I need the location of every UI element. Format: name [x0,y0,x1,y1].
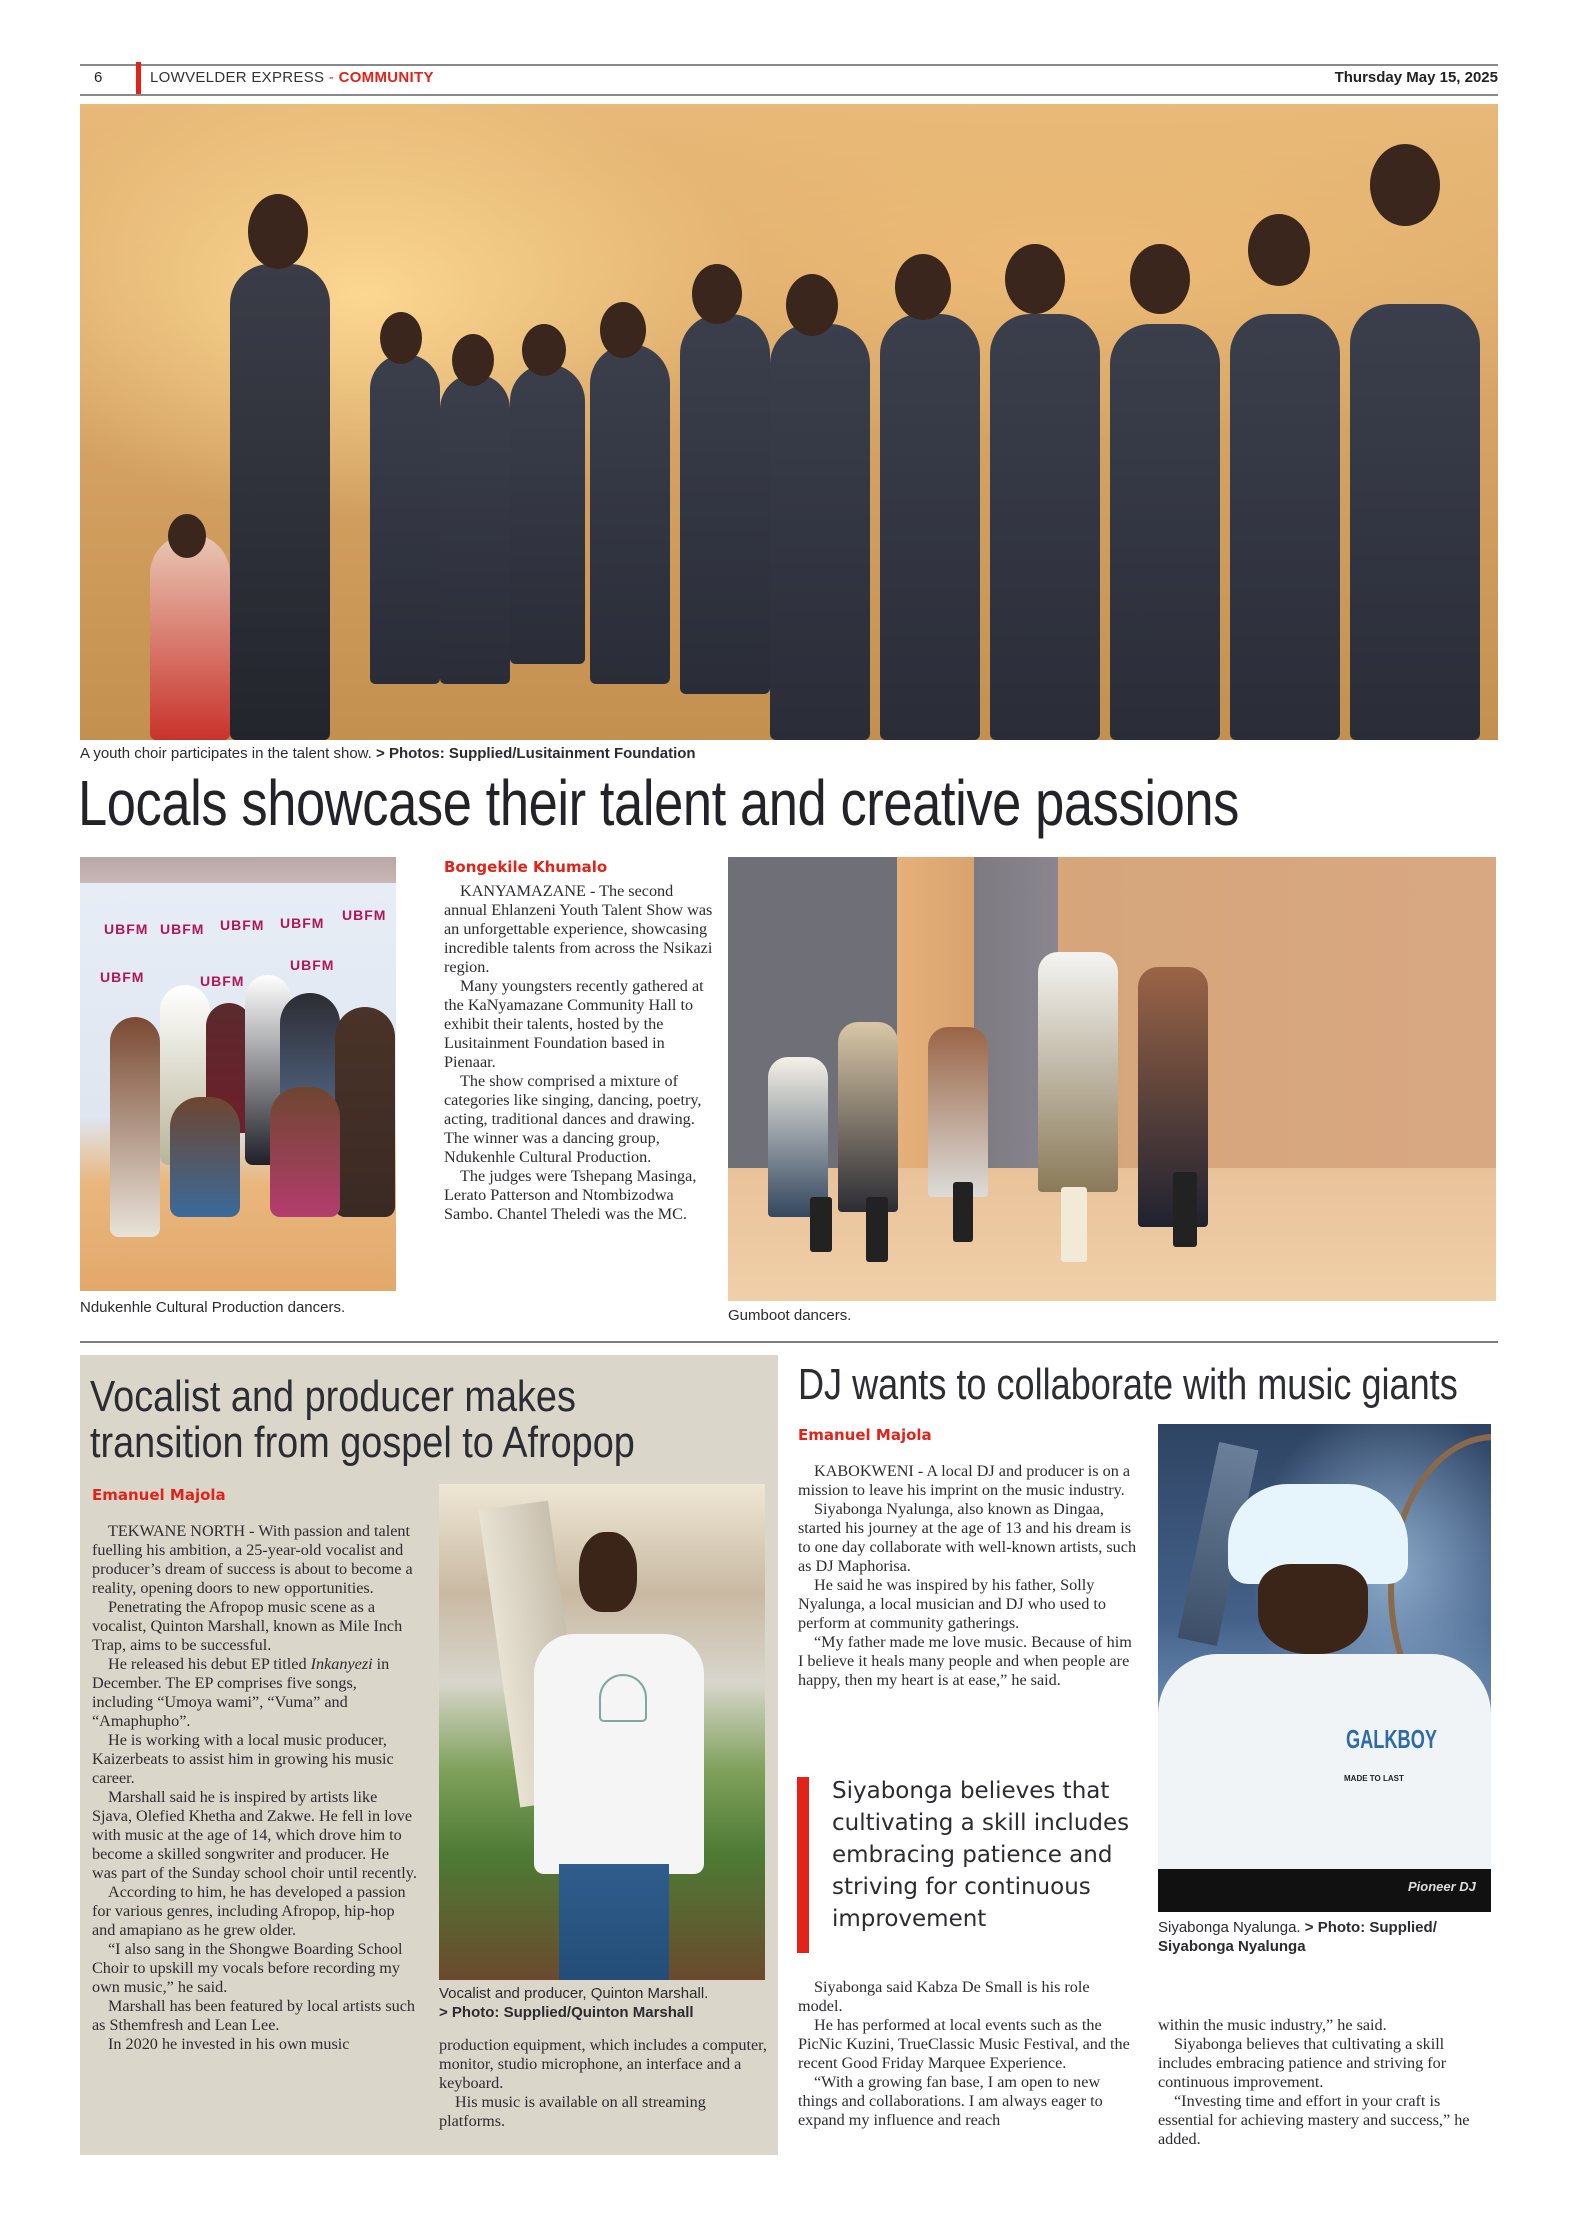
pull-quote-text: Siyabonga believes that cultivating a skill includes embracing patience and striving for continuous improvement [832,1778,1130,1932]
banner-logo: UBFM [160,921,205,937]
dj-paragraph: “Investing time and effort in your craft is essential for achieving mastery and success,” he added. [1158,2092,1470,2148]
gumboot-dancers-photo [728,857,1496,1301]
ndukenhle-dancers-photo [80,857,396,1291]
section-divider [80,1341,1498,1343]
marshall-photo-caption [439,1984,769,2022]
deck-brand: Pioneer DJ [1408,1879,1476,1894]
ep-text-after: in December. The EP comprises five songs, including “Umoya wami”, “Vuma” and “Amaphupho”. [92,1655,390,1730]
pull-quote-bar [797,1777,809,1953]
vocalist-story-col1 [92,1522,417,2054]
vocalist-story-col2 [439,2036,769,2131]
page-headline: Locals showcase their talent and creative passions [78,767,1239,839]
photo-credit: > Photos: Supplied/Lusitainment Foundation [376,745,696,762]
vocalist-headline [90,1374,635,1466]
banner-logo: UBFM [290,957,335,973]
dj-story-col1 [798,1462,1138,1690]
vocalist-paragraph: Penetrating the Afropop music scene as a vocalist, Quinton Marshall, known as Mile Inch Trap, aims to be successful. [92,1598,403,1654]
banner-logo: UBFM [342,907,387,923]
dj-photo-caption [1158,1918,1491,1956]
vocalist-paragraph: TEKWANE NORTH - With passion and talent fuelling his ambition, a 25-year-old vocalist and producer’s dream of success is about to become a reality, opening doors to new opportunities. [92,1522,413,1597]
dj-paragraph: Siyabonga said Kabza De Small is his role model. [798,1978,1090,2015]
photo-credit: > Photo: Supplied/Quinton Marshall [439,2004,694,2021]
banner-logo: UBFM [200,973,245,989]
separator: - [324,69,339,86]
dj-paragraph: He said he was inspired by his father, Solly Nyalunga, a local musician and DJ who used to perform at community gatherings. [798,1576,1106,1632]
vocalist-paragraph-ep [92,1655,417,1731]
photo-credit: > Photo: Supplied/ Siyabonga Nyalunga [1158,1919,1437,1955]
ep-title: Inkanyezi [310,1655,373,1673]
shirt-tagline: MADE TO LAST [1344,1774,1404,1783]
caption-text: Siyabonga Nyalunga. [1158,1919,1305,1936]
dj-headline: DJ wants to collaborate with music giants [798,1360,1458,1409]
vocalist-paragraph: In 2020 he invested in his own music [108,2035,350,2053]
vocalist-headline-line2: transition from gospel to Afropop [90,1418,635,1467]
vocalist-continuation: production equipment, which includes a computer, monitor, studio microphone, an interface and a keyboard. [439,2036,767,2092]
quinton-marshall-photo [439,1484,765,1980]
ndukenhle-photo-caption: Ndukenhle Cultural Production dancers. [80,1299,346,1316]
caption-text: A youth choir participates in the talent show. [80,745,377,762]
masthead [80,64,1498,94]
dj-story-col1-cont [798,1978,1138,2130]
siyabonga-nyalunga-photo [1158,1424,1491,1912]
lead-paragraph: Many youngsters recently gathered at the KaNyamazane Community Hall to exhibit their talents, hosted by the Lusitainment Foundation based in Pienaar. [444,977,704,1071]
dj-continuation: within the music industry,” he said. [1158,2016,1387,2034]
page-number: 6 [94,69,103,86]
vocalist-paragraph: Marshall said he is inspired by artists like Sjava, Olefied Khetha and Zakwe. He fell in love with music at the age of 14, which drove him to become a skilled songwriter and producer. He was part of the Sunday school choir until recently. [92,1788,417,1882]
vocalist-paragraph: Marshall has been featured by local artists such as Sthemfresh and Lean Lee. [92,1997,416,2034]
vocalist-paragraph: His music is available on all streaming platforms. [439,2093,706,2130]
paper-title: LOWVELDER EXPRESS [150,69,325,86]
dj-paragraph: “My father made me love music. Because of him I believe it heals many people and when people are happy, then my heart is at ease,” he said. [798,1633,1132,1689]
choir-photo [80,104,1498,740]
vocalist-paragraph: According to him, he has developed a passion for various genres, including Afropop, hip-hop and amapiano as he grew older. [92,1883,406,1939]
ep-text-before: He released his debut EP titled [108,1655,311,1673]
lead-story-body [444,882,714,1224]
dj-byline: Emanuel Majola [798,1426,932,1444]
vocalist-headline-line1: Vocalist and producer makes [90,1372,576,1421]
dj-paragraph: He has performed at local events such as the PicNic Kuzini, TrueClassic Music Festival, and the recent Good Friday Marquee Experience. [798,2016,1130,2072]
dj-story-col2 [1158,2016,1498,2149]
paper-name [150,69,434,86]
vocalist-paragraph: “I also sang in the Shongwe Boarding School Choir to upskill my vocals before recording my own music,” he said. [92,1940,403,1996]
choir-photo-caption [80,744,696,763]
lead-paragraph: The show comprised a mixture of categories like singing, dancing, poetry, acting, traditional dances and drawing. The winner was a dancing group, Ndukenhle Cultural Production. [444,1072,702,1166]
banner-logo: UBFM [220,917,265,933]
vocalist-paragraph: He is working with a local music producer, Kaizerbeats to assist him in growing his music career. [92,1731,394,1787]
dj-paragraph: Siyabonga believes that cultivating a skill includes embracing patience and striving for continuous improvement. [1158,2035,1447,2091]
banner-logo: UBFM [100,969,145,985]
banner-logo: UBFM [280,915,325,931]
masthead-bottom-rule [80,94,1498,96]
dj-paragraph: “With a growing fan base, I am open to new things and collaborations. I am always eager to expand my influence and reach [798,2073,1103,2129]
gumboot-photo-caption: Gumboot dancers. [728,1307,852,1324]
section-label: COMMUNITY [338,69,434,86]
dj-paragraph: KABOKWENI - A local DJ and producer is on a mission to leave his imprint on the music industry. [798,1462,1131,1499]
red-tab-marker [136,62,141,96]
lead-byline: Bongekile Khumalo [444,858,608,876]
caption-text: Vocalist and producer, Quinton Marshall. [439,1985,709,2002]
lead-paragraph: KANYAMAZANE - The second annual Ehlanzeni Youth Talent Show was an unforgettable experience, showcasing incredible talents from across the Nsikazi region. [444,882,713,976]
issue-date: Thursday May 15, 2025 [1334,69,1498,86]
banner-logo: UBFM [104,921,149,937]
vocalist-byline: Emanuel Majola [92,1486,226,1504]
lead-paragraph: The judges were Tshepang Masinga, Lerato Patterson and Ntombizodwa Sambo. Chantel Theledi was the MC. [444,1167,697,1223]
dj-paragraph: Siyabonga Nyalunga, also known as Dingaa, started his journey at the age of 13 and his dream is to one day collaborate with well-known artists, such as DJ Maphorisa. [798,1500,1137,1575]
shirt-brand: GALKBOY [1346,1724,1437,1754]
